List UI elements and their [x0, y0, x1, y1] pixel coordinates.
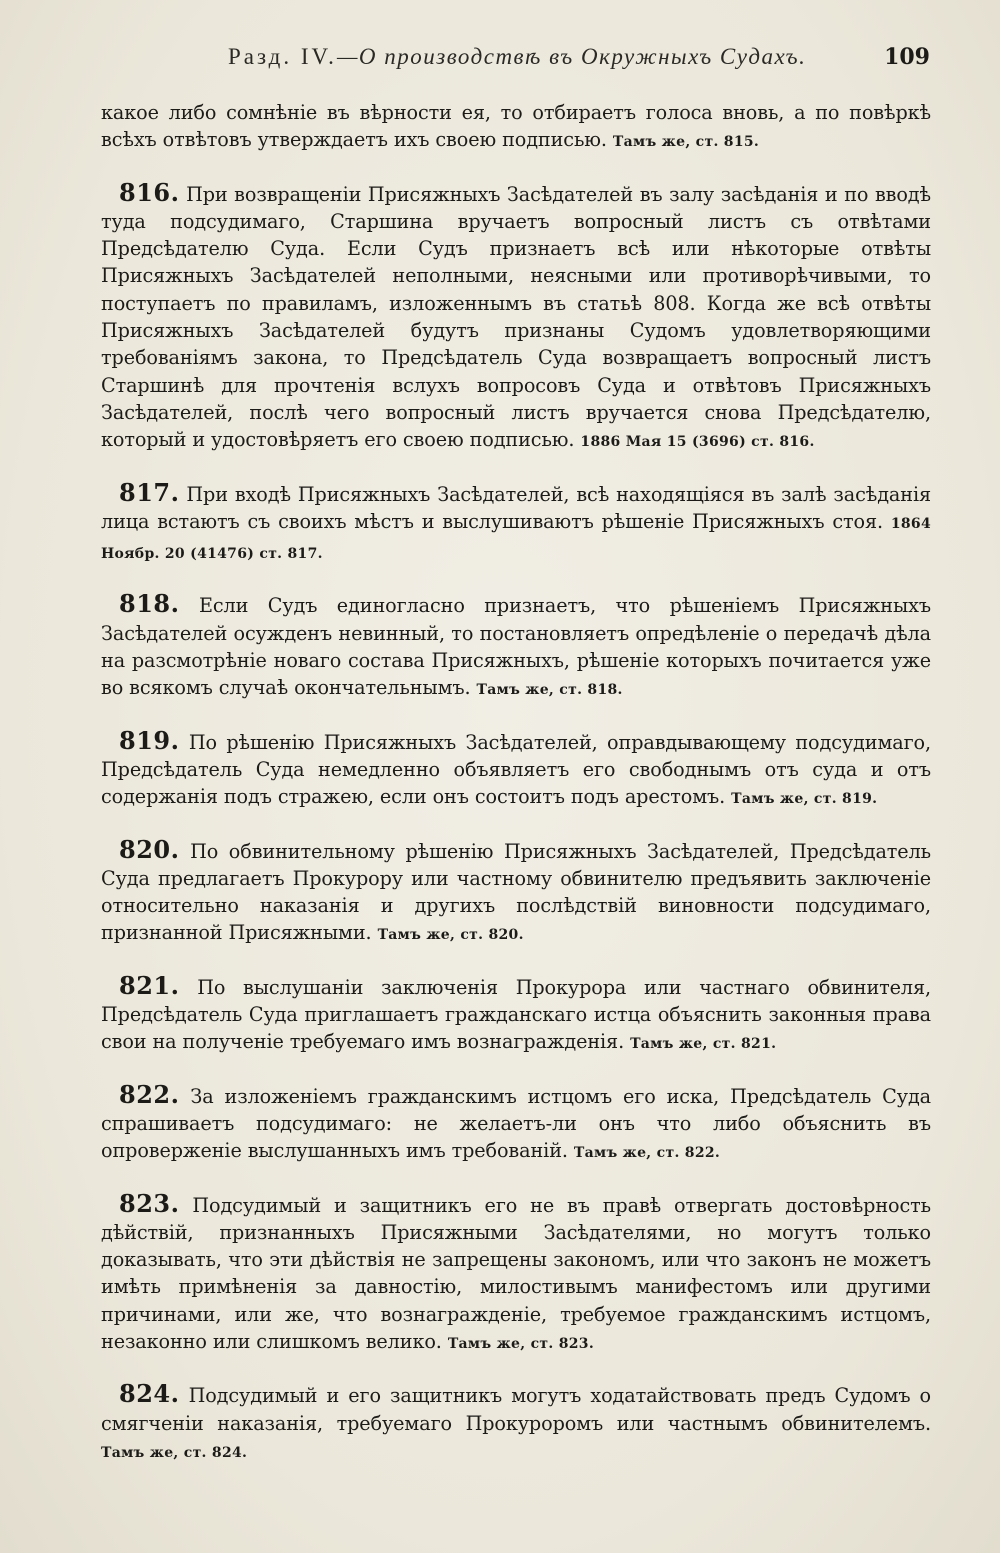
- source-citation: Тамъ же, ст. 819.: [731, 791, 878, 808]
- article-821: [101, 972, 931, 1059]
- article-822: [101, 1081, 931, 1168]
- source-citation: Тамъ же, ст. 822.: [573, 1145, 721, 1162]
- article-text: Если Судъ единогласно признаетъ, что рѣшеніемъ Присяжныхъ Засѣдателей осужденъ невинный, то постановляетъ опредѣленіе о передачѣ дѣла на разсмотрѣніе новаго состава Присяжныхъ, рѣшеніе которыхъ почитается уже во всякомъ случаѣ окончательнымъ.: [101, 594, 931, 700]
- source-citation: Тамъ же, ст. 823.: [447, 1335, 595, 1352]
- article-number: 824.: [119, 1379, 180, 1409]
- article-number: 822.: [119, 1079, 180, 1109]
- article-number: 818.: [119, 589, 180, 619]
- article-text: При входѣ Присяжныхъ Засѣдателей, всѣ находящіяся въ залѣ засѣданія лица встаютъ съ своихъ мѣстъ и выслушиваютъ рѣшеніе Присяжныхъ стоя.: [101, 482, 931, 533]
- article-number: 823.: [119, 1188, 180, 1218]
- continuation-paragraph: [101, 99, 931, 157]
- article-number: 821.: [119, 970, 180, 1000]
- article-text: При возвращеніи Присяжныхъ Засѣдателей въ залу засѣданія и по вводѣ туда подсудимаго, Старшина вручаетъ вопросный листъ съ отвѣтами Предсѣдателю Суда. Если Судъ признаетъ всѣ или нѣкоторые отвѣты Присяжныхъ Засѣдателей неполными, неясными или противорѣчивыми, то поступаетъ по правиламъ, изложеннымъ въ статьѣ 808. Когда же всѣ отвѣты Присяжныхъ Засѣдателей будутъ признаны Судомъ удовлетворяющими требованіямъ закона, то Предсѣдатель Суда возвращаетъ вопросный листъ Старшинѣ для прочтенія вслухъ вопросовъ Суда и отвѣтовъ Присяжныхъ Засѣдателей, послѣ чего вопросный листъ вручается снова Предсѣдателю, который и удостовѣряетъ его своею подписью.: [101, 182, 931, 452]
- article-819: [101, 727, 931, 814]
- article-text: По рѣшенію Присяжныхъ Засѣдателей, оправдывающему подсудимаго, Предсѣдатель Суда немедленно объявляетъ его свободнымъ отъ суда и отъ содержанія подъ стражею, если онъ состоитъ подъ арестомъ.: [101, 730, 932, 809]
- article-number: 817.: [119, 477, 180, 507]
- article-816: [101, 179, 931, 457]
- header-section: Разд. IV.: [228, 44, 337, 69]
- source-citation: 1886 Мая 15 (3696) ст. 816.: [580, 434, 815, 451]
- source-citation: 1864 Ноябр. 20 (41476) ст. 817.: [101, 515, 931, 563]
- article-text: За изложеніемъ гражданскимъ истцомъ его иска, Предсѣдатель Суда спрашиваетъ подсудимаго: не желаетъ-ли онъ что либо объяснить въ опроверженіе выслушанныхъ имъ требованій.: [101, 1084, 931, 1163]
- article-text: Подсудимый и защитникъ его не въ правѣ отвергать достовѣрность дѣйствій, признанныхъ Присяжными Засѣдателями, но могутъ только доказывать, что эти дѣйствія не запрещены закономъ, или что законъ не можетъ имѣть примѣненія за давностію, милостивымъ манифестомъ или другими причинами, или же, что вознагражденіе, требуемое гражданскимъ истцомъ, незаконно или слишкомъ велико.: [101, 1193, 931, 1353]
- paragraph-text: какое либо сомнѣніе въ вѣрности ея, то отбираетъ голоса вновь, а по повѣркѣ всѣхъ отвѣтовъ утверждаетъ ихъ своею подписью.: [101, 101, 931, 152]
- article-820: [101, 836, 931, 950]
- page-number: 109: [884, 44, 930, 70]
- source-citation: Тамъ же, ст. 818.: [476, 682, 623, 699]
- article-824: [101, 1380, 931, 1467]
- article-text: По обвинительному рѣшенію Присяжныхъ Засѣдателей, Предсѣдатель Суда предлагаетъ Прокурору или частному обвинителю предъявить заключеніе относительно наказанія и другихъ послѣдствій виновности подсудимаго, признанной Присяжными.: [101, 839, 932, 945]
- source-citation: Тамъ же, ст. 821.: [630, 1036, 777, 1053]
- header-topic: —О производствѣ въ Окружныхъ Судахъ.: [336, 44, 807, 69]
- page-body: [101, 99, 931, 1489]
- source-citation: Тамъ же, ст. 815.: [612, 134, 760, 151]
- article-823: [101, 1190, 931, 1359]
- source-citation: Тамъ же, ст. 824.: [101, 1444, 248, 1461]
- header-title: [228, 44, 806, 70]
- article-number: 816.: [119, 177, 180, 207]
- article-818: [101, 590, 931, 704]
- article-817: [101, 479, 931, 569]
- running-header: [100, 40, 932, 80]
- article-text: По выслушаніи заключенія Прокурора или частнаго обвинителя, Предсѣдатель Суда приглашаетъ гражданскаго истца объяснить законныя права свои на полученіе требуемаго имъ вознагражденія.: [101, 975, 932, 1054]
- article-number: 819.: [119, 725, 180, 755]
- article-text: Подсудимый и его защитникъ могутъ ходатайствовать предъ Судомъ о смягченіи наказанія, требуемаго Прокуроромъ или частнымъ обвинителемъ.: [101, 1384, 932, 1435]
- article-number: 820.: [119, 834, 180, 864]
- source-citation: Тамъ же, ст. 820.: [377, 927, 524, 944]
